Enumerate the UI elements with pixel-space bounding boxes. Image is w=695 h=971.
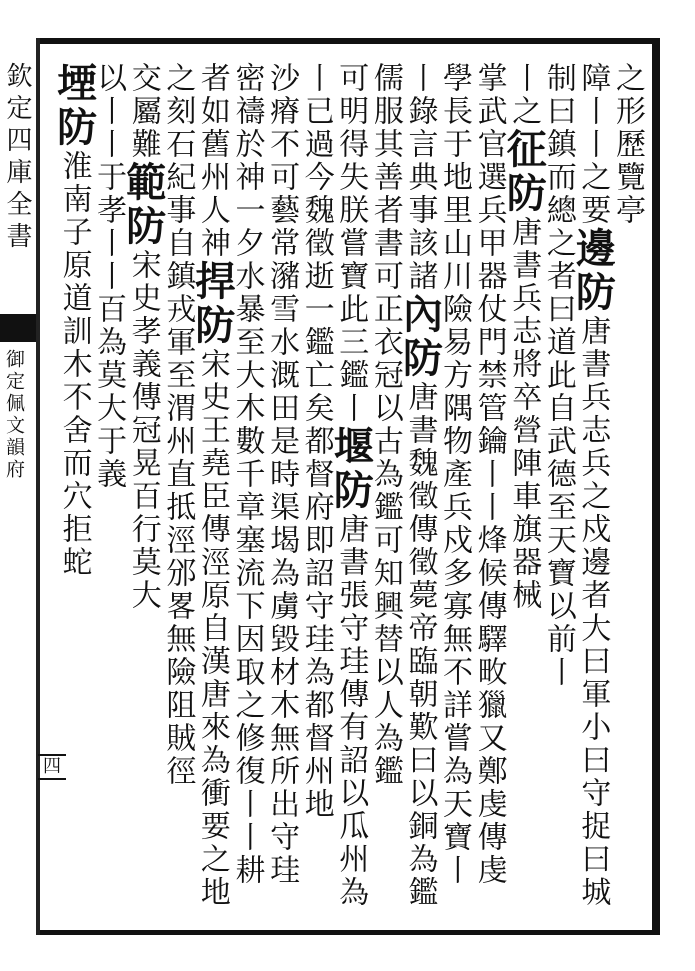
text-column	[609, 62, 650, 227]
entry-headword: 邊防	[569, 227, 617, 315]
text-column	[471, 62, 512, 887]
column-text: 者如舊州人神	[194, 62, 230, 260]
entry-headword: 捍防	[188, 260, 236, 348]
text-column	[264, 62, 305, 887]
column-annotation: 都督府即詔守珪為都督州地	[298, 425, 334, 821]
column-text: 儒服其善者書	[367, 62, 403, 260]
column-annotation: 唐書兵志兵之戍邊者大曰軍小曰守捉曰城	[575, 315, 611, 909]
text-column	[569, 62, 617, 909]
column-annotation: 曰鎮而總之者曰道此自武德至天寶以前丨	[540, 95, 576, 689]
column-text: 密禱於神一夕水暴至大木數千章塞流下因取之修復丨丨耕	[229, 62, 265, 887]
page-margin	[0, 44, 36, 930]
column-text: 丨之	[506, 62, 542, 128]
column-text: 制	[540, 62, 576, 95]
text-column	[396, 62, 444, 909]
frame-bottom-border	[38, 930, 660, 935]
column-text: 學長于地里山川險易方隅物產兵戍多寡無不詳嘗為天寶丨	[437, 62, 473, 887]
text-column	[367, 62, 408, 788]
entry-headword: 堙防	[50, 62, 98, 150]
column-text: 交屬難	[125, 62, 161, 161]
text-column	[50, 62, 98, 579]
column-annotation: 唐書兵志將卒營陣車旗器械	[506, 216, 542, 612]
text-column	[437, 62, 477, 887]
column-annotation: 唐書張守珪傳有詔以瓜州為	[333, 513, 369, 909]
column-annotation: 宋史王堯臣傳涇原自漢唐來為衝要之地	[194, 348, 230, 909]
book-title: 欽定四庫全書	[2, 62, 32, 254]
column-annotation: 可正衣冠以古為鑑可知興替以人為鑑	[367, 260, 403, 788]
frame-right-border	[652, 38, 660, 935]
text-column	[229, 62, 270, 887]
column-annotation: 自鎮戎軍至渭州直抵涇邠畧無險阻賊徑	[160, 227, 196, 788]
column-text: 沙瘠不可藝常瀦雪水溉田是時渠堨為虜毀材木無所出守珪	[264, 62, 300, 887]
column-text: 之形歷覽亭	[609, 62, 645, 227]
text-column	[298, 62, 339, 821]
text-column	[540, 62, 581, 689]
column-text: 可明得失朕嘗寶此三鑑丨	[333, 62, 369, 425]
column-text: 掌武官選兵甲器仗門禁管鑰丨丨烽候傳驛畋獵又鄭虔傳虔	[471, 62, 507, 887]
text-column	[91, 62, 132, 491]
column-text: 丨錄言典事該諸	[402, 62, 438, 293]
text-column	[188, 62, 236, 909]
column-text: 之刻石紀事	[160, 62, 196, 227]
column-annotation: 淮南子原道訓木不舍而穴拒蛇	[56, 150, 92, 579]
column-annotation: 于孝丨丨百為莫大于義	[91, 161, 127, 491]
column-text: 以丨丨	[91, 62, 127, 161]
page-number: 四	[38, 754, 66, 780]
column-annotation: 唐書魏徵傳徵薨帝臨朝歎曰以銅為鑑	[402, 381, 438, 909]
section-title: 御定佩文韻府	[3, 349, 25, 481]
entry-headword: 堰防	[327, 425, 375, 513]
text-column	[327, 62, 375, 909]
column-annotation: 宋史孝義傳冠晃百行莫大	[125, 249, 161, 612]
column-text: 丨已過今魏徵逝一鑑亡矣	[298, 62, 334, 425]
frame-left-border	[36, 38, 40, 935]
fishtail-mark	[0, 314, 36, 342]
text-column	[160, 62, 201, 788]
text-column	[500, 62, 548, 612]
column-text: 障丨丨之要	[575, 62, 611, 227]
entry-headword: 內防	[396, 293, 444, 381]
entry-headword: 範防	[119, 161, 167, 249]
text-column	[119, 62, 167, 612]
entry-headword: 征防	[500, 128, 548, 216]
